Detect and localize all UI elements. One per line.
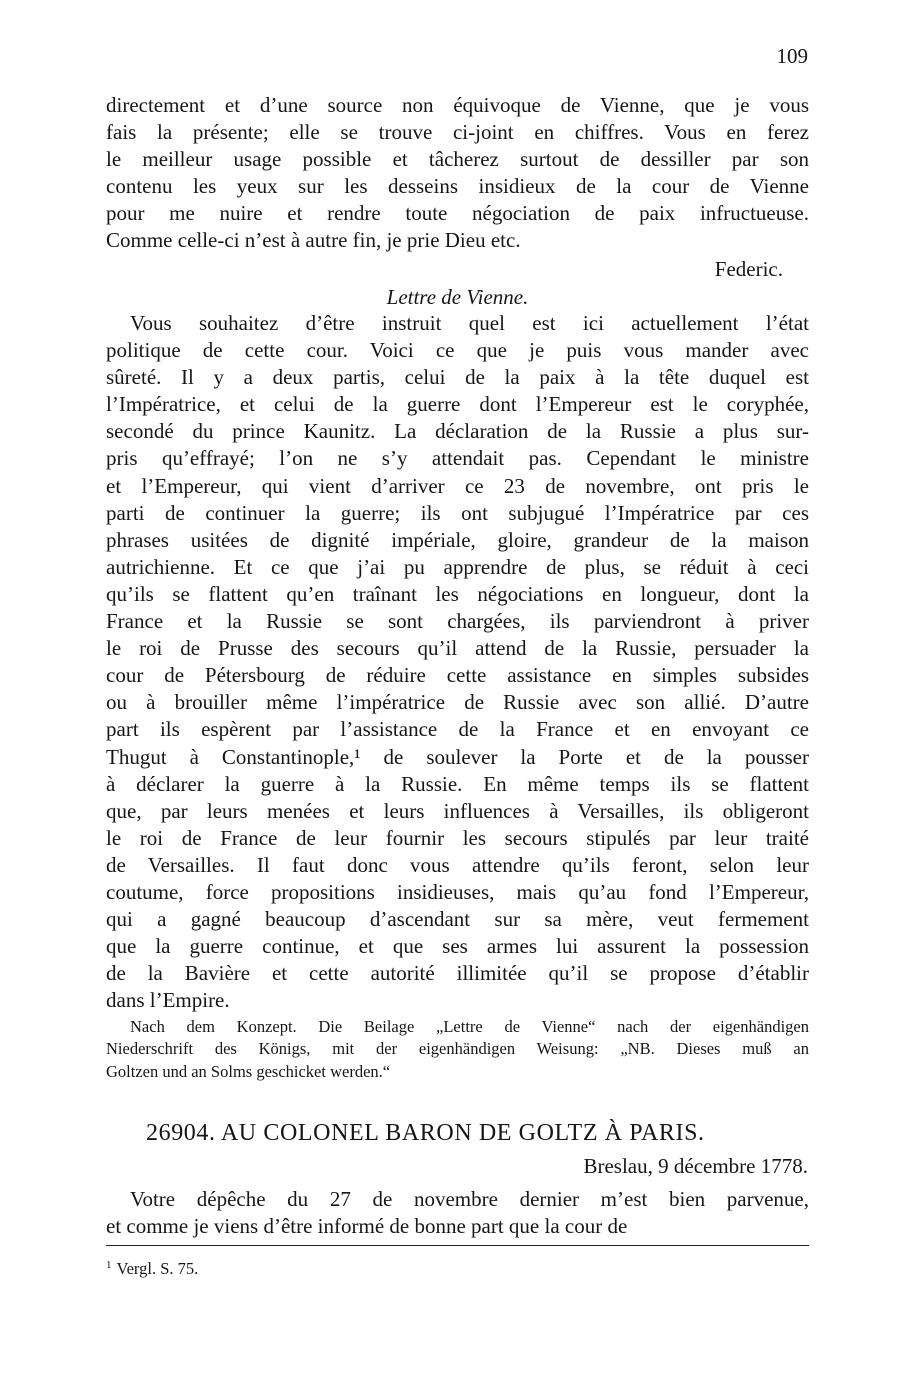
- text-line: politique de cette cour. Voici ce que je puis vous mander avec: [106, 338, 809, 363]
- text-line: qu’ils se flattent qu’en traînant les négociations en longueur, dont la: [106, 581, 809, 606]
- text-line: de la Bavière et cette autorité illimitée qu’il se propose d’établir: [106, 961, 809, 986]
- text-line: cour de Pétersbourg de réduire cette assistance en simples subsides: [106, 663, 809, 688]
- footnote: [106, 1253, 198, 1281]
- text-line: le roi de France de leur fournir les secours stipulés par leur traité: [106, 825, 809, 850]
- text-line: directement et d’une source non équivoque de Vienne, que je vous: [106, 93, 809, 117]
- text-line: et l’Empereur, qui vient d’arriver ce 23 de novembre, ont pris le: [106, 473, 809, 498]
- letter-text: [106, 1186, 809, 1240]
- text-line: que, par leurs menées et leurs influences à Versailles, ils obligeront: [106, 798, 809, 823]
- signature: Federic.: [714, 257, 783, 281]
- enclosure-text: [106, 310, 809, 1014]
- page-number: 109: [776, 44, 808, 68]
- text-line: coutume, force propositions insidieuses, mais qu’au fond l’Empereur,: [106, 879, 809, 904]
- text-line: Comme celle-ci n’est à autre fin, je prie Dieu etc.: [106, 228, 521, 253]
- text-line: fais la présente; elle se trouve ci-joint en chiffres. Vous en ferez: [106, 120, 809, 145]
- text-line: France et la Russie se sont chargées, ils parviendront à priver: [106, 609, 809, 634]
- text-line: part ils espèrent par l’assistance de la France et en envoyant ce: [106, 717, 809, 742]
- text-line: l’Impératrice, et celui de la guerre dont l’Empereur est le coryphée,: [106, 392, 809, 417]
- text-line: Nach dem Konzept. Die Beilage „Lettre de Vienne“ nach der eigenhändigen: [130, 1017, 809, 1036]
- editorial-note: [106, 1016, 809, 1083]
- text-line: Goltzen und an Solms geschicket werden.“: [106, 1061, 391, 1081]
- letter-heading: 26904. AU COLONEL BARON DE GOLTZ À PARIS.: [146, 1120, 705, 1146]
- text-line: qui a gagné beaucoup d’ascendant sur sa mère, veut fermement: [106, 907, 809, 932]
- text-line: parti de continuer la guerre; ils ont subjugué l’Impératrice par ces: [106, 500, 809, 525]
- continuation-text: [106, 92, 809, 255]
- text-line: de Versailles. Il faut donc vous attendre qu’ils feront, selon leur: [106, 852, 809, 877]
- footnote-marker: 1: [106, 1259, 112, 1271]
- enclosure-title: Lettre de Vienne.: [386, 285, 529, 309]
- text-line: Thugut à Constantinople,¹ de soulever la Porte et de la pousser: [106, 744, 809, 769]
- text-line: à déclarer la guerre à la Russie. En même temps ils se flattent: [106, 771, 809, 796]
- text-line: Votre dépêche du 27 de novembre dernier m’est bien parvenue,: [130, 1187, 809, 1211]
- text-line: Niederschrift des Königs, mit der eigenhändigen Weisung: „NB. Dieses muß an: [106, 1039, 809, 1059]
- text-line: dans l’Empire.: [106, 988, 230, 1013]
- text-line: autrichienne. Et ce que j’ai pu apprendre de plus, se réduit à ceci: [106, 554, 809, 579]
- text-line: pris qu’effrayé; l’on ne s’y attendait pas. Cependant le ministre: [106, 446, 809, 471]
- footnote-text: Vergl. S. 75.: [116, 1259, 199, 1278]
- text-line: pour me nuire et rendre toute négociation de paix infructueuse.: [106, 201, 809, 226]
- text-line: sûreté. Il y a deux partis, celui de la paix à la tête duquel est: [106, 365, 809, 390]
- text-line: que la guerre continue, et que ses armes lui assurent la possession: [106, 934, 809, 959]
- text-line: secondé du prince Kaunitz. La déclaration de la Russie a plus sur-: [106, 419, 809, 444]
- footnote-rule: [106, 1245, 809, 1246]
- text-line: le roi de Prusse des secours qu’il attend de la Russie, persuader la: [106, 636, 809, 661]
- text-line: et comme je viens d’être informé de bonne part que la cour de: [106, 1214, 628, 1239]
- text-line: contenu les yeux sur les desseins insidieux de la cour de Vienne: [106, 174, 809, 199]
- text-line: le meilleur usage possible et tâcherez surtout de dessiller par son: [106, 147, 809, 172]
- dateline: Breslau, 9 décembre 1778.: [583, 1154, 808, 1178]
- text-line: ou à brouiller même l’impératrice de Russie avec son allié. D’autre: [106, 690, 809, 715]
- text-line: Vous souhaitez d’être instruit quel est ici actuellement l’état: [130, 311, 809, 335]
- text-line: phrases usitées de dignité impériale, gloire, grandeur de la maison: [106, 527, 809, 552]
